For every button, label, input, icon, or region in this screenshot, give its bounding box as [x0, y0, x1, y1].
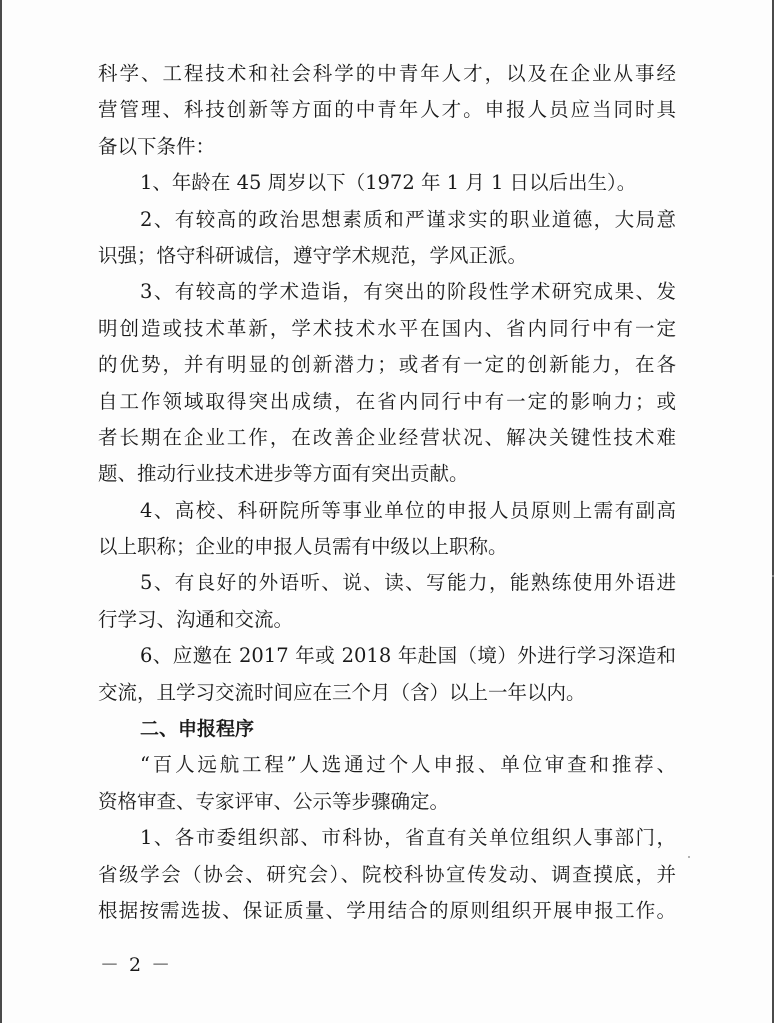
condition-3: 3、有较高的学术造诣，有突出的阶段性学术研究成果、发	[140, 280, 676, 304]
body-line: 自工作领域取得突出成绩，在省内同行中有一定的影响力；或	[98, 389, 676, 413]
body-line: 科学、工程技术和社会科学的中青年人才，以及在企业从事经	[98, 62, 676, 85]
body-line: 以上职称；企业的申报人员需有中级以上职称。	[98, 535, 508, 559]
condition-4: 4、高校、科研院所等事业单位的申报人员原则上需有副高	[140, 498, 676, 522]
procedure-1: 1、各市委组织部、市科协，省直有关单位组织人事部门，	[140, 826, 676, 850]
body-line: 省级学会（协会、研究会）、院校科协宣传发动、调查摸底，并	[98, 862, 676, 886]
condition-5: 5、有良好的外语听、说、读、写能力，能熟练使用外语进	[140, 571, 676, 595]
body-line: 根据按需选拔、保证质量、学用结合的原则组织开展申报工作。	[98, 898, 676, 922]
body-line: 的优势，并有明显的创新潜力；或者有一定的创新能力，在各	[98, 353, 676, 377]
scan-speck	[688, 856, 690, 858]
body-line: 明创造或技术革新，学术技术水平在国内、省内同行中有一定	[98, 316, 676, 340]
body-line: 备以下条件：	[98, 134, 216, 158]
condition-2: 2、有较高的政治思想素质和严谨求实的职业道德，大局意	[140, 207, 676, 231]
body-line: 资格审查、专家评审、公示等步骤确定。	[98, 789, 450, 813]
body-line: 题、推动行业技术进步等方面有突出贡献。	[98, 462, 469, 486]
body-line: 行学习、沟通和交流。	[98, 607, 294, 631]
section-heading: 二、申报程序	[140, 718, 255, 741]
body-line: “百人远航工程”人选通过个人申报、单位审查和推荐、	[140, 753, 676, 777]
condition-6: 6、应邀在 2017 年或 2018 年赴国（境）外进行学习深造和	[140, 644, 676, 668]
document-body	[98, 56, 676, 929]
condition-1: 1、年龄在 45 周岁以下（1972 年 1 月 1 日以后出生）。	[140, 171, 637, 195]
body-line: 交流，且学习交流时间应在三个月（含）以上一年以内。	[98, 680, 586, 704]
body-line: 者长期在企业工作，在改善企业经营状况、解决关键性技术难	[98, 425, 676, 449]
body-line: 营管理、科技创新等方面的中青年人才。申报人员应当同时具	[98, 98, 676, 122]
body-line: 识强；恪守科研诚信，遵守学术规范，学风正派。	[98, 243, 528, 267]
page-number: － 2 －	[100, 954, 173, 976]
